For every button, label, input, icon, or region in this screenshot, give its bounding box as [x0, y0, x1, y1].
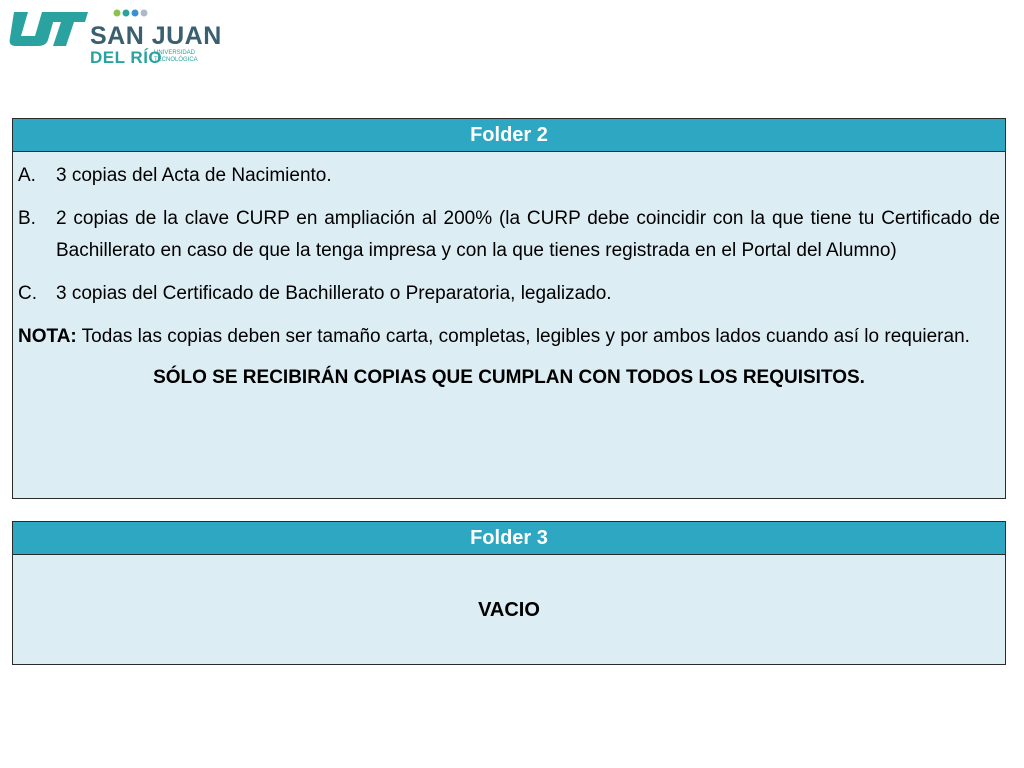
ut-logo-mark-icon	[8, 6, 88, 50]
folder-3-panel	[12, 521, 1006, 665]
requirement-item	[18, 160, 1000, 192]
folder-2-panel	[12, 118, 1006, 499]
folder-2-body	[13, 152, 1005, 394]
note-text: Todas las copias deben ser tamaño carta, completas, legibles y por ambos lados cuando así lo requieran.	[76, 326, 970, 347]
item-text: 3 copias del Acta de Nacimiento.	[56, 165, 332, 186]
item-letter: A.	[18, 165, 36, 186]
item-letter: C.	[18, 283, 37, 304]
folder-2-title: Folder 2	[13, 119, 1005, 152]
item-letter: B.	[18, 208, 36, 229]
requirement-item	[18, 278, 1000, 310]
logo-tagline	[154, 50, 198, 64]
note-paragraph	[18, 321, 1000, 353]
logo-tagline-1: UNIVERSIDAD	[154, 50, 196, 56]
item-text: 3 copias del Certificado de Bachillerato o Preparatoria, legalizado.	[56, 283, 612, 304]
folder-3-title: Folder 3	[13, 522, 1005, 555]
warning-text: SÓLO SE RECIBIRÁN COPIAS QUE CUMPLAN CON TODOS LOS REQUISITOS.	[153, 367, 865, 388]
note-label: NOTA:	[18, 326, 77, 347]
requirement-item	[18, 203, 1000, 267]
folder-3-body	[13, 555, 1005, 665]
item-text: 2 copias de la clave CURP en ampliación al 200% (la CURP debe coincidir con la que tiene tu Certificado de Bachillerato en caso de que la tenga impresa y con la que tienes registrada en el Portal del Alumno)	[56, 208, 1000, 261]
logo-name: SAN JUAN	[90, 22, 222, 50]
university-logo	[8, 4, 222, 67]
logo-tagline-2: TECNOLÓGICA	[154, 57, 198, 63]
logo-subname: DEL RÍO	[90, 48, 163, 67]
dots-decoration-icon	[112, 6, 152, 20]
folder-3-content: VACIO	[478, 598, 540, 621]
